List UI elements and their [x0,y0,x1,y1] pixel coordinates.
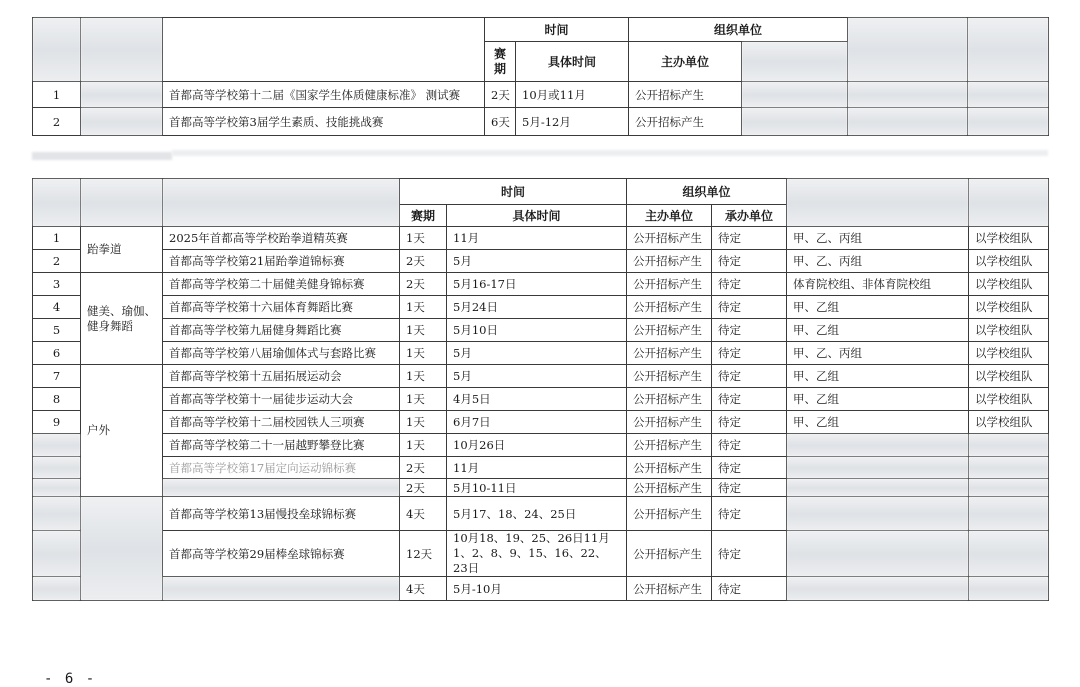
row-groups: 甲、乙组 [787,296,969,319]
row-groups: 甲、乙组 [787,411,969,434]
row-number: 5 [33,319,81,342]
row-number: 9 [33,411,81,434]
row-time: 11月 [447,227,627,250]
row-time: 5月-12月 [516,108,629,136]
table-row [33,577,1049,601]
row-period: 2天 [400,479,447,497]
header-blank-team [969,179,1049,227]
row-category [81,82,163,108]
row-number: 4 [33,296,81,319]
row-name: 2025年首都高等学校跆拳道精英赛 [163,227,400,250]
row-category: 户外 [81,365,163,497]
row-groups: 甲、乙、丙组 [787,227,969,250]
table-row [33,319,1049,342]
row-organizer: 待定 [712,577,787,601]
header-period: 赛期 [400,205,447,227]
row-host: 公开招标产生 [627,479,712,497]
row-team [969,577,1049,601]
row-groups [848,108,968,136]
competition-table-1 [32,17,1049,136]
row-period: 2天 [400,273,447,296]
row-number [33,479,81,497]
row-team [968,82,1049,108]
row-period: 2天 [485,82,516,108]
row-name: 首都高等学校第十六届体育舞蹈比赛 [163,296,400,319]
row-period: 1天 [400,342,447,365]
row-name [163,479,400,497]
row-number: 7 [33,365,81,388]
row-organizer: 待定 [712,434,787,457]
row-category [81,497,163,601]
row-time: 5月 [447,250,627,273]
row-team: 以学校组队 [969,365,1049,388]
row-team: 以学校组队 [969,319,1049,342]
row-name: 首都高等学校第29届棒垒球锦标赛 [163,531,400,577]
header-blank-team [968,18,1049,82]
row-period: 1天 [400,296,447,319]
row-host: 公开招标产生 [627,531,712,577]
blurred-strip [32,152,172,160]
row-host: 公开招标产生 [627,577,712,601]
row-period: 1天 [400,319,447,342]
row-team: 以学校组队 [969,250,1049,273]
row-number: 8 [33,388,81,411]
row-name: 首都高等学校第二十届健美健身锦标赛 [163,273,400,296]
row-time: 11月 [447,457,627,479]
header-period: 赛期 [485,42,516,82]
header-blank-organizer [742,42,848,82]
row-host: 公开招标产生 [627,250,712,273]
row-period: 1天 [400,388,447,411]
table-row [33,457,1049,479]
row-organizer: 待定 [712,250,787,273]
header-blank-category [81,18,163,82]
row-groups: 甲、乙组 [787,365,969,388]
header-time: 时间 [400,179,627,205]
row-time: 5月 [447,342,627,365]
row-host: 公开招标产生 [627,342,712,365]
row-category: 跆拳道 [81,227,163,273]
table-row [33,296,1049,319]
row-period: 4天 [400,577,447,601]
row-host: 公开招标产生 [627,365,712,388]
row-groups [787,479,969,497]
row-groups [787,457,969,479]
row-number [33,497,81,531]
row-groups [787,434,969,457]
row-number [33,457,81,479]
header-org: 组织单位 [627,179,787,205]
row-groups [787,531,969,577]
row-organizer: 待定 [712,479,787,497]
row-time: 5月16-17日 [447,273,627,296]
row-period: 2天 [400,250,447,273]
header-blank-name [163,179,400,227]
row-period: 4天 [400,497,447,531]
row-name: 首都高等学校第21届跆拳道锦标赛 [163,250,400,273]
row-organizer: 待定 [712,388,787,411]
row-organizer: 待定 [712,273,787,296]
header-blank-no [33,179,81,227]
row-period: 1天 [400,227,447,250]
row-name: 首都高等学校第13届慢投垒球锦标赛 [163,497,400,531]
table-row [33,388,1049,411]
row-groups [787,497,969,531]
row-name: 首都高等学校第九届健身舞蹈比赛 [163,319,400,342]
row-host: 公开招标产生 [627,319,712,342]
table-row [33,342,1049,365]
row-period: 1天 [400,434,447,457]
row-organizer: 待定 [712,411,787,434]
table-row [33,531,1049,577]
table-row [33,82,1049,108]
row-time: 5月-10月 [447,577,627,601]
row-groups: 体育院校组、非体育院校组 [787,273,969,296]
row-name: 首都高等学校第十二届校园铁人三项赛 [163,411,400,434]
row-groups: 甲、乙、丙组 [787,342,969,365]
header-blank-group [848,18,968,82]
row-team: 以学校组队 [969,273,1049,296]
header-time: 时间 [485,18,629,42]
header-specific-time: 具体时间 [447,205,627,227]
row-team: 以学校组队 [969,411,1049,434]
row-team [969,434,1049,457]
table-row [33,411,1049,434]
row-number: 2 [33,250,81,273]
row-organizer: 待定 [712,457,787,479]
row-period: 6天 [485,108,516,136]
row-name: 首都高等学校第17届定向运动锦标赛 [163,457,400,479]
row-name: 首都高等学校第八届瑜伽体式与套路比赛 [163,342,400,365]
table-row [33,227,1049,250]
row-groups: 甲、乙、丙组 [787,250,969,273]
row-time: 5月10-11日 [447,479,627,497]
row-organizer: 待定 [712,531,787,577]
row-team [969,497,1049,531]
row-name: 首都高等学校第十一届徒步运动大会 [163,388,400,411]
row-team [969,531,1049,577]
row-time: 5月24日 [447,296,627,319]
row-time: 5月 [447,365,627,388]
row-time: 10月18、19、25、26日11月1、2、8、9、15、16、22、23日 [447,531,627,577]
row-organizer: 待定 [712,365,787,388]
row-team [969,457,1049,479]
row-host: 公开招标产生 [627,434,712,457]
row-organizer: 待定 [712,296,787,319]
row-team: 以学校组队 [969,388,1049,411]
row-groups: 甲、乙组 [787,319,969,342]
table-row [33,250,1049,273]
row-host: 公开招标产生 [627,296,712,319]
row-time: 6月7日 [447,411,627,434]
row-host: 公开招标产生 [627,273,712,296]
row-name: 首都高等学校第3届学生素质、技能挑战赛 [163,108,485,136]
row-team [968,108,1049,136]
row-host: 公开招标产生 [627,457,712,479]
row-name: 首都高等学校第十五届拓展运动会 [163,365,400,388]
row-number [33,531,81,577]
row-time: 10月或11月 [516,82,629,108]
header-org: 组织单位 [629,18,848,42]
table-row [33,273,1049,296]
row-organizer: 待定 [712,497,787,531]
row-time: 10月26日 [447,434,627,457]
row-groups: 甲、乙组 [787,388,969,411]
row-number [33,577,81,601]
table-row [33,365,1049,388]
row-host: 公开招标产生 [627,388,712,411]
row-time: 4月5日 [447,388,627,411]
row-team: 以学校组队 [969,342,1049,365]
header-blank-name [163,18,485,82]
page-number: - 6 - [44,671,97,687]
row-host: 公开招标产生 [627,497,712,531]
row-category: 健美、瑜伽、健身舞蹈 [81,273,163,365]
header-host: 主办单位 [629,42,742,82]
row-period: 12天 [400,531,447,577]
header-blank-no [33,18,81,82]
competition-table-2 [32,178,1049,601]
row-period: 2天 [400,457,447,479]
row-organizer: 待定 [712,319,787,342]
row-groups [848,82,968,108]
row-category [81,108,163,136]
row-number: 3 [33,273,81,296]
row-period: 1天 [400,411,447,434]
blurred-strip [172,150,1048,156]
row-host: 公开招标产生 [627,227,712,250]
header-blank-category [81,179,163,227]
row-host: 公开招标产生 [629,108,742,136]
row-organizer [742,108,848,136]
row-time: 5月10日 [447,319,627,342]
header-blank-group [787,179,969,227]
row-period: 1天 [400,365,447,388]
table-row [33,434,1049,457]
row-number [33,434,81,457]
row-organizer: 待定 [712,227,787,250]
row-number: 6 [33,342,81,365]
row-team: 以学校组队 [969,227,1049,250]
row-team [969,479,1049,497]
table-row [33,497,1049,531]
row-number: 2 [33,108,81,136]
row-organizer: 待定 [712,342,787,365]
table-row [33,108,1049,136]
row-number: 1 [33,227,81,250]
row-groups [787,577,969,601]
row-host: 公开招标产生 [629,82,742,108]
header-specific-time: 具体时间 [516,42,629,82]
header-organizer: 承办单位 [712,205,787,227]
row-time: 5月17、18、24、25日 [447,497,627,531]
row-name: 首都高等学校第二十一届越野攀登比赛 [163,434,400,457]
row-name: 首都高等学校第十二届《国家学生体质健康标准》 测试赛 [163,82,485,108]
header-host: 主办单位 [627,205,712,227]
row-team: 以学校组队 [969,296,1049,319]
row-organizer [742,82,848,108]
row-host: 公开招标产生 [627,411,712,434]
row-name [163,577,400,601]
table-row [33,479,1049,497]
row-number: 1 [33,82,81,108]
